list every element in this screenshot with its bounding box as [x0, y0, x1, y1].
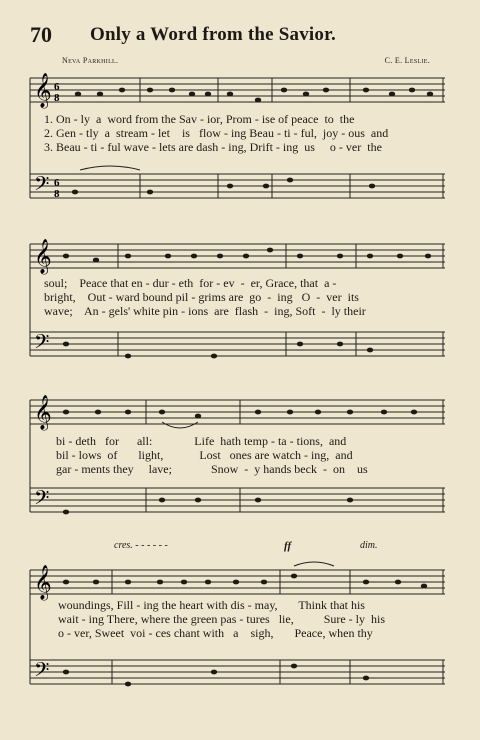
hymn-title: Only a Word from the Savior. [90, 24, 336, 45]
svg-text:𝄢: 𝄢 [34, 658, 50, 686]
svg-text:8: 8 [54, 188, 60, 200]
hymn-page: 70 Only a Word from the Savior. Neva Parkhill. C. E. Leslie. 𝄞 𝄢 6 8 6 8 1. On - ly a word from the Sav - ior, Prom - ise of peace to the 2. Gen - tly a stream - let is flow - ing Beau - ti - ful, joy - ous and 3. Beau - ti - ful wave - lets are dash - ing, Drift - ing us o - ver the 𝄞 𝄢 soul; Peace that en - dur - eth for - ev - er, Grace, that a - bright, Out - ward bound pil - grims are go - ing O - ver its wave; An - gels' white pin - ions are flash - ing, Soft - ly their 𝄞 𝄢 bi - deth for all: Life hath temp - ta - tions, and bil - lows of light, Lost ones are watch - ing, and gar - ments they lave; Snow - y hands beck - on us cres. - - - - - - ff dim. 𝄞 𝄢 woundings, Fill - ing the heart with dis - may, Think that his wait - ing There, where the green pas - tures lie, Sure - ly his o - ver, Sweet voi - ces chant with a sigh, Peace, when thy [0, 0, 480, 740]
lyricist-credit: Neva Parkhill. [62, 56, 119, 65]
diminuendo-marking: dim. [360, 540, 378, 551]
svg-text:𝄞: 𝄞 [34, 239, 52, 274]
svg-text:𝄢: 𝄢 [34, 172, 50, 200]
svg-text:6: 6 [54, 177, 60, 189]
svg-text:𝄢: 𝄢 [34, 486, 50, 514]
svg-text:8: 8 [54, 92, 60, 104]
hymn-header [0, 0, 480, 65]
svg-text:𝄢: 𝄢 [34, 330, 50, 358]
svg-text:𝄞: 𝄞 [34, 395, 52, 430]
svg-text:𝄞: 𝄞 [34, 565, 52, 600]
hymn-number: 70 [30, 22, 52, 47]
fortissimo-marking: ff [284, 540, 292, 552]
svg-text:6: 6 [54, 81, 60, 93]
crescendo-marking: cres. - - - - - - [114, 540, 168, 551]
composer-credit: C. E. Leslie. [384, 56, 430, 65]
svg-text:𝄞: 𝄞 [34, 73, 52, 108]
